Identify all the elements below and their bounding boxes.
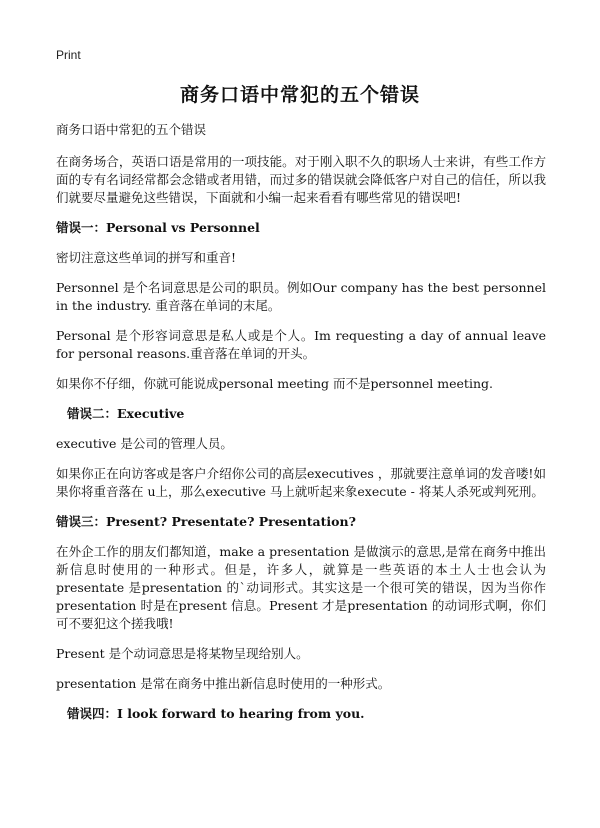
section-paragraph: Personal 是个形容词意思是私人或是个人。Im requesting a day of annual leave for personal reasons.重音落在单词的开头。 xyxy=(56,328,546,361)
section-paragraph: Present 是个动词意思是将某物呈现给别人。 xyxy=(56,646,309,661)
section-paragraph: 如果你正在向访客或是客户介绍你公司的高层executives ，那就要注意单词的发音喽!如果你将重音落在 u上，那么executive 马上就听起来象execute - 将某人杀死或判死刑。 xyxy=(56,466,546,499)
article-body xyxy=(56,121,546,735)
intro-paragraph: 在商务场合，英语口语是常用的一项技能。对于刚入职不久的职场人士来讲，有些工作方面的专有名词经常都会念错或者用错，而过多的错误就会降低客户对自己的信任，所以我们就要尽量避免这些错误，下面就和小编一起来看看有哪些常见的错误吧! xyxy=(56,154,546,205)
section-paragraph: executive 是公司的管理人员。 xyxy=(56,436,233,451)
article-subtitle: 商务口语中常犯的五个错误 xyxy=(56,122,207,137)
section-paragraph: presentation 是常在商务中推出新信息时使用的一种形式。 xyxy=(56,676,391,691)
section-paragraph: Personnel 是个名词意思是公司的职员。例如Our company has the best personnel in the industry. 重音落在单词的末尾。 xyxy=(56,280,546,313)
page-title: 商务口语中常犯的五个错误 xyxy=(179,84,420,106)
section-heading: 错误二：Executive xyxy=(67,406,185,421)
section-paragraph: 在外企工作的朋友们都知道，make a presentation 是做演示的意思,是常在商务中推出新信息时使用的一种形式。但是，许多人，就算是一些英语的本土人士也会认为presentate 是presentation 的`动词形式。其实这是一个很可笑的错误，因为当你作presentation 时是在present 信息。Present 才是presentation 的动词形式啊，你们可不要犯这个搓我哦! xyxy=(56,544,546,631)
section-paragraph: 密切注意这些单词的拼写和重音! xyxy=(56,250,237,265)
section-heading: 错误四：I look forward to hearing from you. xyxy=(67,706,365,721)
print-label: Print xyxy=(56,48,81,62)
section-paragraph: 如果你不仔细，你就可能说成personal meeting 而不是personnel meeting. xyxy=(56,376,493,391)
section-heading: 错误三：Present? Presentate? Presentation? xyxy=(56,514,356,529)
section-heading: 错误一：Personal vs Personnel xyxy=(56,220,260,235)
